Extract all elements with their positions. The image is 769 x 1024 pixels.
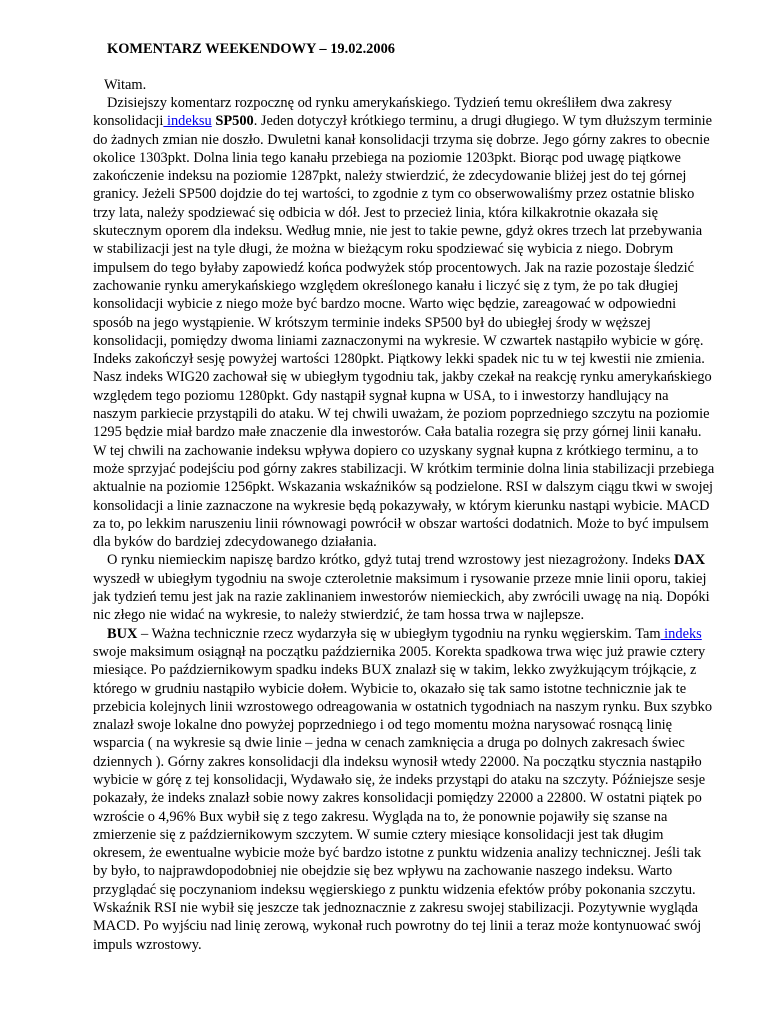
paragraph-dax-text-end: wyszedł w ubiegłym tygodniu na swoje czteroletnie maksimum i rysowanie przeze mnie linii oporu, takiej jak tydzień temu jest jak na razie zaklinaniem inwestorów niemieckich, aby zwrócili uwagę na nią. Dopóki nic złego nie widać na wykresie, to należy stwierdzić, że tam hossa trwa w najlepsze. <box>93 570 710 624</box>
dax-label: DAX <box>673 552 706 569</box>
paragraph-bux-text-start: – Ważna technicznie rzecz wydarzyła się w ubiegłym tygodniu na rynku węgierskim. Tam <box>137 625 661 642</box>
paragraph-dax-text-start: O rynku niemieckim napiszę bardzo krótko, gdyż tutaj trend wzrostowy jest niezagrożony. Indeks <box>107 552 674 569</box>
greeting-text: Witam. <box>104 77 147 93</box>
paragraph-sp500-text-start: Dzisiejszy komentarz rozpocznę od rynku amerykańskiego. Tydzień temu określiłem dwa zakresy konsolidacji <box>93 95 672 130</box>
index-link-bux[interactable]: indeks <box>660 625 702 642</box>
paragraph-sp500-text-end: . Jeden dotyczył krótkiego terminu, a drugi długiego. W tym dłuższym terminie do żadnych zmian nie doszło. Dwuletni kanał konsolidacji trzyma się dobrze. Jego górny zakres to obecnie okolice 1303pkt. Dolna linia tego kanału przebiega na poziomie 1203pkt. Biorąc pod uwagę piątkowe zakończenie indeksu na poziomie 1287pkt, należy stwierdzić, że zdecydowanie bliżej jest do tej górnej granicy. Jeżeli SP500 dojdzie do tej wartości, to zgodnie z tym co obserwowaliśmy przez ostatnie blisko trzy lata, należy spodziewać się odbicia w dół. Jest to przecież linia, która kilkakrotnie okazała się skutecznym oporem dla indeksu. Według mnie, nie jest to takie pewne, gdyż okres trzech lat przebywania w stabilizacji jest na tyle długi, że można w bieżącym roku spodziewać się wybicia z niego. Dobrym impulsem do tego byłaby zapowiedź końca podwyżek stóp procentowych. Jak na razie pozostaje śledzić zachowanie rynku amerykańskiego względem określonego kanału i liczyć się z tym, że po tak długiej konsolidacji wybicie z niego może być bardzo mocne. Warto więc będzie, zareagować w odpowiedni sposób na jego wystąpienie. W krótszym terminie indeks SP500 był do ubiegłej środy w węższej konsolidacji, pomiędzy dwoma liniami zaznaczonymi na wykresie. W czwartek nastąpiło wybicie w górę. Indeks zakończył sesję powyżej wartości 1280pkt. Piątkowy lekki spadek nic tu w tej kwestii nie zmienia. Nasz indeks WIG20 zachował się w ubiegłym tygodniu tak, jakby czekał na reakcję rynku amerykańskiego względem tego poziomu 1280pkt. Gdy nastąpił sygnał kupna w USA, to i inwestorzy handlujący na naszym parkiecie przystąpili do ataku. W tej chwili uważam, że poziom poprzedniego szczytu na poziomie 1295 będzie miał bardzo małe znaczenie dla inwestorów. Cała batalia rozegra się przy górnej linii kanału. W tej chwili na zachowanie indeksu wpływa dopiero co uzyskany sygnał kupna z krótkiego terminu, a to może sprzyjać podejściu pod górny zakres stabilizacji. W krótkim terminie dolna linia stabilizacji przebiega aktualnie na poziomie 1256pkt. Wskazania wskaźników są podzielone. RSI w dalszym ciągu tkwi w swojej konsolidacji a linie zaznaczone na wykresie będą pokazywały, w którym kierunku nastąpi wybicie. MACD za to, po lekkim naruszeniu linii równowagi powrócił w obszar wartości dodatnich. Może to być impulsem dla byków do bardziej zdecydowanego działania. <box>93 113 715 551</box>
paragraph-sp500 <box>93 94 715 551</box>
document-title: KOMENTARZ WEEKENDOWY – 19.02.2006 <box>107 41 395 57</box>
bux-label: BUX <box>107 625 138 642</box>
document-page <box>93 40 715 954</box>
paragraph-dax <box>93 551 715 624</box>
paragraph-bux <box>93 625 715 954</box>
paragraph-bux-text-end: swoje maksimum osiągnął na początku października 2005. Korekta spadkowa trwa więc już prawie cztery miesiące. Po październikowym spadku indeks BUX znalazł się w takim, lekko zwyżkującym trójkącie, z którego w grudniu nastąpiło wybicie dołem. Wybicie to, okazało się tak samo istotne technicznie jak te przebicia kolejnych linii wzrostowego odreagowania w ostatnich tygodniach na naszym rynku. Bux szybko znalazł swoje lokalne dno powyżej poprzedniego i od tego momentu można narysować rosnącą linię wsparcia ( na wykresie są dwie linie – jedna w cenach zamknięcia a druga po dolnych zakresach świec dziennych ). Górny zakres konsolidacji dla indeksu wynosił wtedy 22000. Na początku stycznia nastąpiło wybicie w górę z tej konsolidacji, Wydawało się, że indeks przystąpi do ataku na szczyty. Późniejsze sesje pokazały, że indeks znalazł sobie nowy zakres konsolidacji pomiędzy 22000 a 22800. W ostatni piątek po wzroście o 4,96% Bux wybił się z tego zakresu. Wygląda na to, że ponownie pojawiły się szanse na zmierzenie się z październikowym szczytem. W sumie cztery miesiące konsolidacji jest tak długim okresem, że ewentualne wybicie może być bardzo istotne z punktu widzenia analizy technicznej. Jeśli tak by było, to najprawdopodobniej nie obejdzie się bez wpływu na zachowanie naszego indeksu. Warto przyglądać się poczynaniom indeksu węgierskiego z punktu widzenia efektów próby pokonania szczytu. Wskaźnik RSI nie wybił się jeszcze tak jednoznacznie z zakresu swojej stabilizacji. Pozytywnie wygląda MACD. Po wyjściu nad linię zerową, wykonał ruch powrotny do tej linii a teraz może kontynuować swój impuls wzrostowy. <box>93 643 713 953</box>
index-link[interactable]: indeksu <box>163 113 212 130</box>
sp500-label: SP500 <box>211 113 254 130</box>
